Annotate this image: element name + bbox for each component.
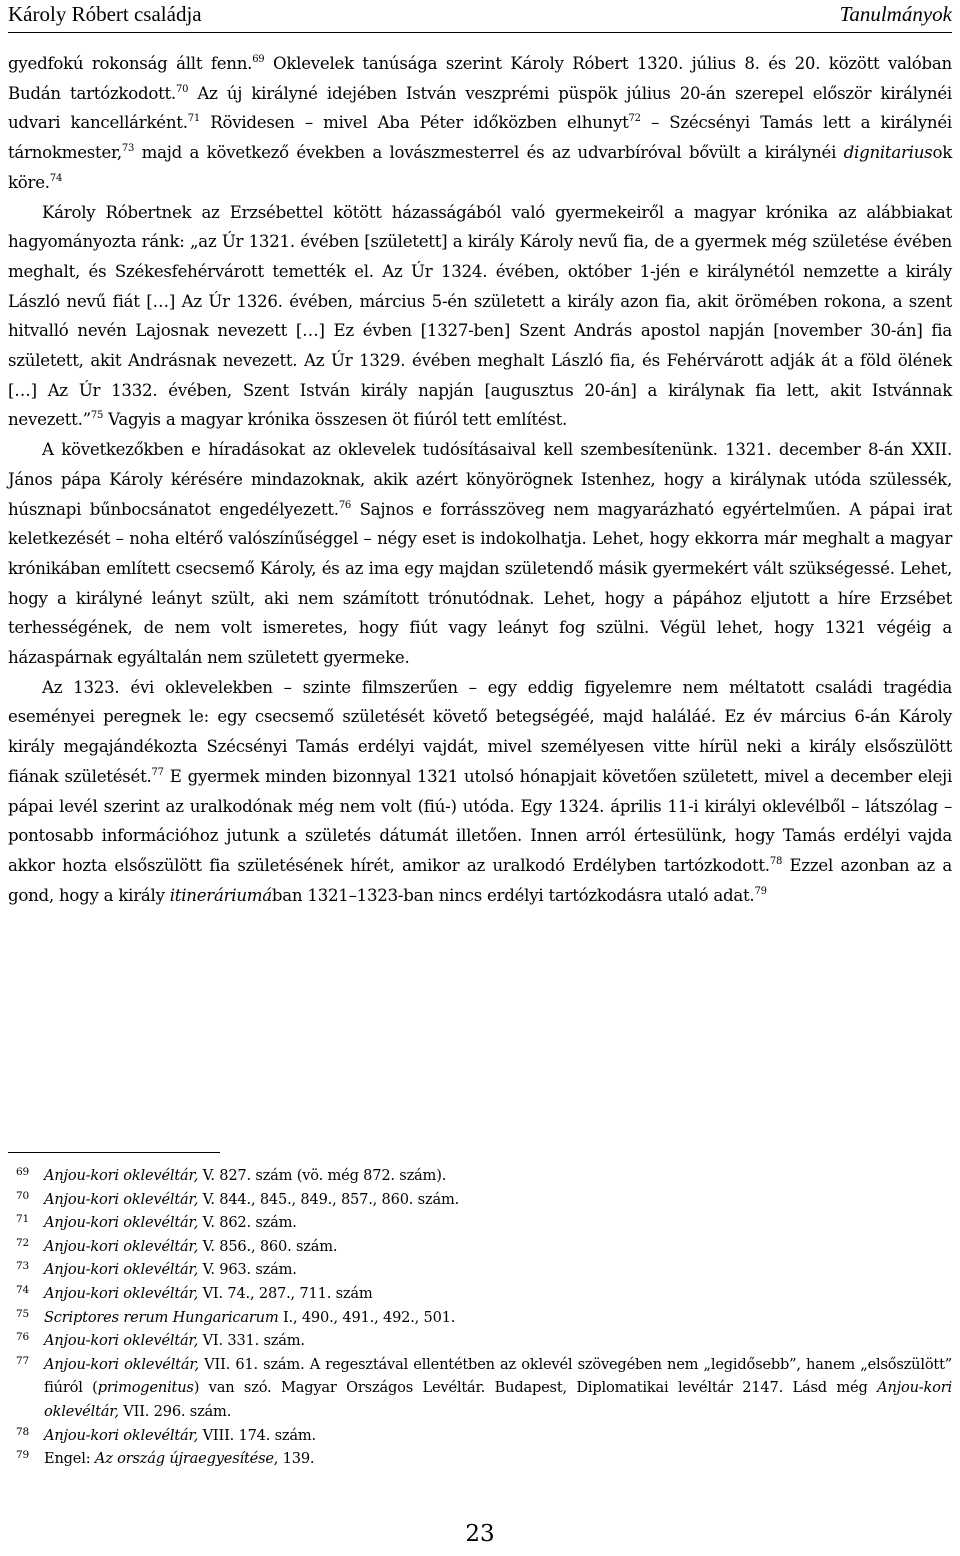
text-span: A következőkben e híradásokat az oklevelek tudósításaival kell szembesítenünk. 1321. december 8-án XXII. János pápa Károly kérésére mindazoknak, akik azért könyörögnek Istenhez, hogy a királynak utóda szülessék, húsznapi bűnbocsánatot engedélyezett. bbox=[8, 440, 952, 519]
footnote-source-title: Anjou-kori oklevéltár, bbox=[44, 1379, 952, 1420]
footnote-number: 71 bbox=[16, 1213, 29, 1226]
footnote-number: 77 bbox=[16, 1354, 29, 1367]
text-span: – Szécsényi Tamás lett a királynéi tárnokmester, bbox=[8, 113, 952, 163]
footnote-number: 69 bbox=[16, 1166, 29, 1178]
footnote-number: 79 bbox=[16, 1449, 29, 1462]
text-span: Sajnos e forrásszöveg nem magyarázható egyértelműen. A pápai irat keletkezését – noha eltérő valószínűséggel – négy eset is indokolhatja. Lehet, hogy ekkorra már meghalt a magyar krónikában említett csecsemő Károly, és az ima egy majdan születendő másik gyermekért vált szükségessé. Lehet, hogy a királyné leányt szült, aki nem számított trónutódnak. Lehet, hogy a pápához eljutott a híre Erzsébet terhességének, de nem volt ismeretes, hogy fiút vagy leányt fog szülni. Végül lehet, hogy 1321 végéig a házaspárnak egyáltalán nem született gyermeke. bbox=[8, 499, 952, 668]
footnote-ref[interactable]: 78 bbox=[769, 855, 783, 867]
footnote-ref[interactable]: 79 bbox=[754, 885, 767, 897]
text-span: Oklevelek tanúsága szerint Károly Róbert 1320. július 8. és 20. között valóban Budán tartózkodott. bbox=[8, 54, 952, 103]
text-span: Ezzel azonban az a gond, hogy a király bbox=[8, 855, 952, 905]
footnote-ref[interactable]: 72 bbox=[628, 113, 641, 125]
footnote-71 bbox=[8, 1211, 952, 1235]
footnote-source-title: Anjou-kori oklevéltár, bbox=[44, 1190, 199, 1208]
footnote-70 bbox=[8, 1188, 952, 1212]
footnote-text: V. 844., 845., 849., 857., 860. szám. bbox=[198, 1190, 460, 1208]
footnote-source-title: Anjou-kori oklevéltár, bbox=[44, 1261, 199, 1279]
footnote-76 bbox=[8, 1329, 952, 1353]
paragraph-4 bbox=[8, 673, 952, 911]
italic-term: itineráriumá bbox=[169, 885, 272, 905]
footnote-source-title: Anjou-kori oklevéltár, bbox=[44, 1284, 199, 1302]
header-section-title: Tanulmányok bbox=[839, 2, 952, 26]
footnote-source-title: Az ország újraegyesítése bbox=[94, 1450, 274, 1468]
footnote-text: ) van szó. Magyar Országos Levéltár. Budapest, Diplomatikai levéltár 2147. Lásd még bbox=[193, 1379, 878, 1397]
footnote-source-title: Anjou-kori oklevéltár, bbox=[44, 1167, 199, 1184]
footnote-72 bbox=[8, 1235, 952, 1259]
running-header bbox=[8, 0, 952, 33]
footnote-78 bbox=[8, 1424, 952, 1448]
footnote-number: 73 bbox=[16, 1260, 29, 1273]
footnote-text: VI. 74., 287., 711. szám bbox=[198, 1284, 373, 1302]
footnote-75 bbox=[8, 1306, 952, 1330]
footnote-number: 74 bbox=[16, 1283, 29, 1296]
footnote-latin-term: primogenitus bbox=[97, 1379, 194, 1397]
main-text bbox=[8, 49, 952, 910]
text-span: E gyermek minden bizonnyal 1321 utolsó hónapjait követően született, mivel a december eleji pápai levél szerint az uralkodónak még nem volt (fiú-) utóda. Egy 1324. április 11-i királyi oklevélből – látszólag – pontosabb információhoz jutunk a születés dátumát illetően. Innen arról értesülünk, hogy Tamás erdélyi vajda akkor hozta elsőszülött fia születésének hírét, amikor az uralkodó Erdélyben tartózkodott. bbox=[8, 766, 953, 875]
footnote-text: VI. 331. szám. bbox=[198, 1332, 305, 1350]
footnote-text: VII. 61. szám. A regesztával ellentétben az oklevél szövegében nem „legidősebb”, hanem „elsőszülött” fiúról ( bbox=[44, 1355, 953, 1397]
text-span: Vagyis a magyar krónika összesen öt fiúról tett említést. bbox=[103, 410, 568, 430]
text-span: Károly Róbertnek az Erzsébettel kötött házasságából való gyermekeiről a magyar krónika az alábbiakat hagyományozta ránk: „az Úr 1321. évében [született] a király Károly nevű fia, de a gyermek még születése évében meghalt, és Székesfehérvárott temették el. Az Úr 1324. évében, október 1-jén e királynétól nemzette a király László nevű fiát […] Az Úr 1326. évében, március 5-én született a király azon fia, akit örömében rokona, a szent hitvalló nevén Lajosnak nevezett […] Ez évben [1327-ben] Szent András apostol napján [november 30-án] fia született, akit Andrásnak nevezett. Az Úr 1329. évében meghalt László fia, és Fehérvárott adják át a föld ölének […] Az Úr 1332. évében, Szent István király napján [augusztus 20-án] a királynak fia lett, akit Istvánnak nevezett.” bbox=[8, 202, 952, 430]
italic-term: dignitarius bbox=[843, 143, 933, 163]
footnote-number: 70 bbox=[16, 1189, 29, 1202]
footnote-source-title: Anjou-kori oklevéltár, bbox=[44, 1332, 199, 1350]
footnote-text: VIII. 174. szám. bbox=[198, 1426, 316, 1444]
paragraph-3 bbox=[8, 435, 952, 673]
paragraph-2 bbox=[8, 198, 952, 436]
footnote-number: 76 bbox=[16, 1331, 29, 1344]
footnote-73 bbox=[8, 1258, 952, 1282]
footnote-number: 72 bbox=[16, 1236, 29, 1249]
text-span: Az új királyné idejében István veszprémi püspök július 20-án szerepel először királynéi udvari kancellárként. bbox=[8, 83, 952, 133]
footnote-69 bbox=[8, 1164, 952, 1188]
footnote-source-title: Anjou-kori oklevéltár, bbox=[44, 1426, 199, 1444]
footnote-ref[interactable]: 69 bbox=[252, 54, 265, 65]
footnote-source-title: Scriptores rerum Hungaricarum bbox=[44, 1308, 279, 1326]
footnote-79 bbox=[8, 1447, 952, 1471]
text-span: gyedfokú rokonság állt fenn. bbox=[8, 54, 253, 73]
footnote-ref[interactable]: 73 bbox=[121, 143, 135, 155]
footnote-ref[interactable]: 77 bbox=[151, 766, 164, 778]
footnote-text: V. 862. szám. bbox=[198, 1214, 297, 1232]
text-span: majd a következő években a lovászmesterrel és az udvarbíróval bővült a királynéi bbox=[134, 143, 844, 163]
footnote-77 bbox=[8, 1353, 952, 1424]
paragraph-1 bbox=[8, 49, 952, 198]
footnote-text: V. 856., 860. szám. bbox=[198, 1237, 338, 1255]
footnote-text: I., 490., 491., 492., 501. bbox=[278, 1308, 456, 1326]
text-span: ban 1321–1323-ban nincs erdélyi tartózkodásra utaló adat. bbox=[271, 885, 755, 905]
footnote-ref[interactable]: 71 bbox=[187, 113, 200, 125]
footnote-source-title: Anjou-kori oklevéltár, bbox=[44, 1237, 199, 1255]
footnotes bbox=[8, 1164, 952, 1471]
footnote-ref[interactable]: 76 bbox=[338, 499, 352, 511]
footnote-author: Engel: bbox=[44, 1450, 95, 1468]
footnote-text: VII. 296. szám. bbox=[118, 1402, 232, 1420]
footnote-number: 78 bbox=[16, 1425, 29, 1438]
footnote-text: V. 963. szám. bbox=[198, 1261, 297, 1279]
footnote-ref[interactable]: 74 bbox=[49, 172, 63, 184]
text-span: ok köre. bbox=[8, 143, 952, 192]
header-chapter-title: Károly Róbert családja bbox=[8, 2, 202, 26]
page-number: 23 bbox=[465, 1521, 495, 1547]
text-span: Rövidesen – mivel Aba Péter időközben elhunyt bbox=[199, 113, 629, 133]
footnote-74 bbox=[8, 1282, 952, 1306]
footnote-source-title: Anjou-kori oklevéltár, bbox=[44, 1355, 199, 1373]
footnote-number: 75 bbox=[16, 1307, 29, 1320]
footnote-separator bbox=[8, 1152, 220, 1153]
footnote-text: , 139. bbox=[273, 1450, 315, 1468]
footnote-text: V. 827. szám (vö. még 872. szám). bbox=[198, 1167, 447, 1184]
footnote-ref[interactable]: 70 bbox=[175, 83, 189, 95]
footnote-source-title: Anjou-kori oklevéltár, bbox=[44, 1214, 199, 1232]
footnote-ref[interactable]: 75 bbox=[90, 410, 104, 422]
text-span: Az 1323. évi oklevelekben – szinte filmszerűen – egy eddig figyelemre nem méltatott családi tragédia eseményei peregnek le: egy csecsemő születését követő betegségéé, majd haláláé. Ez év március 6-án Károly király megajándékozta Szécsényi Tamás erdélyi vajdát, mivel személyesen vitte hírül neki a király elsőszülött fiának születését. bbox=[8, 677, 952, 786]
